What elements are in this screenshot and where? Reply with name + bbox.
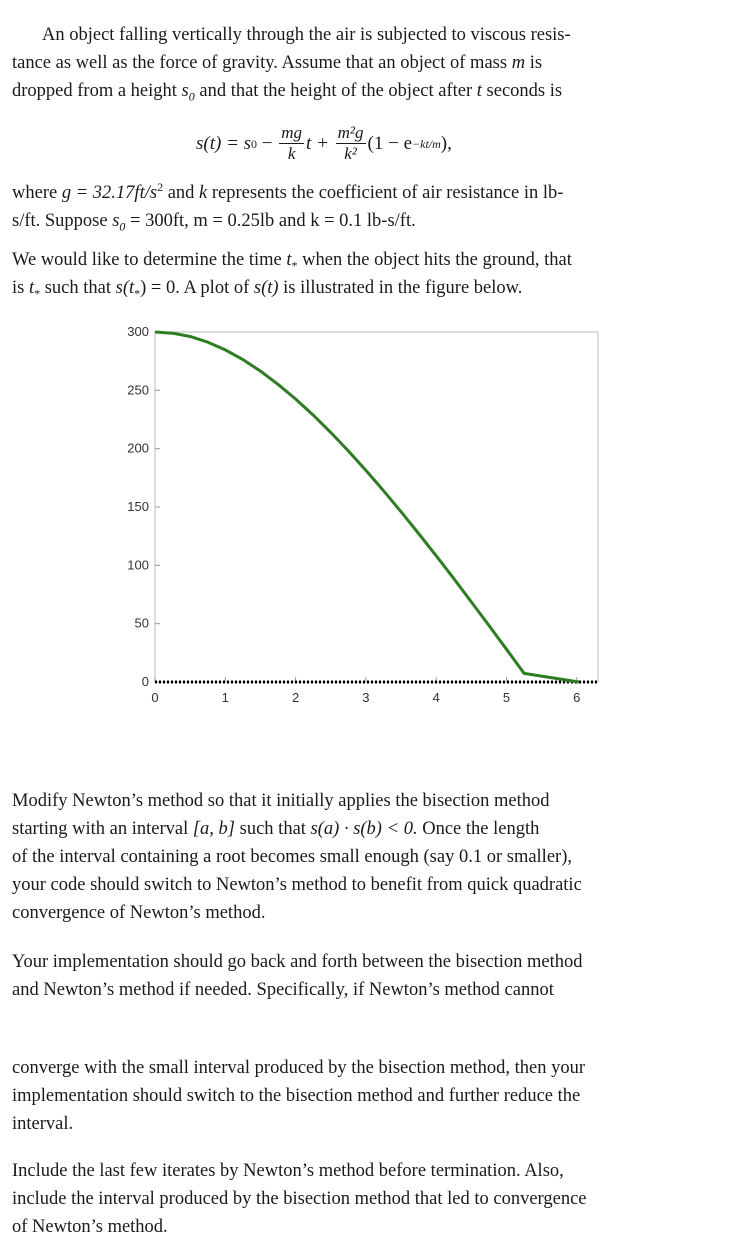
where-paragraph <box>12 179 708 235</box>
eq-frac-2 <box>336 123 366 164</box>
y-tick-label: 150 <box>127 499 149 514</box>
goal-paragraph <box>12 246 708 302</box>
text: and <box>167 183 195 203</box>
modify-line-1: Modify Newton’s method so that it initially applies the bisection method <box>12 791 550 811</box>
text: = 300ft, <box>130 211 189 231</box>
implementation-paragraph <box>12 948 708 1004</box>
height-curve <box>155 332 579 682</box>
series-group <box>155 332 598 682</box>
modify-paragraph <box>12 787 708 927</box>
equation <box>0 115 734 175</box>
x-tick-label: 4 <box>432 690 440 705</box>
math-g: g = 32.17ft/s <box>61 183 158 203</box>
include-line-1: Include the last few iterates by Newton’s method before termination. Also, <box>12 1161 564 1181</box>
x-tick-label: 0 <box>151 690 159 705</box>
eq-minus: − <box>257 132 278 154</box>
text: is <box>12 278 25 298</box>
where-line-2 <box>12 207 708 235</box>
math-t: t <box>286 250 292 270</box>
math-product: s(a) · s(b) < 0. <box>310 819 418 839</box>
include-line-3: of Newton’s method. <box>12 1217 168 1237</box>
math-s0: $s_0$ <box>112 211 126 234</box>
text: seconds is <box>486 81 563 101</box>
include-line-2: include the interval produced by the bisection method that led to convergence <box>12 1189 587 1209</box>
text: when the object hits the ground, that <box>302 250 572 270</box>
modify-line-2 <box>12 815 708 843</box>
text: k = 0.1 lb-s/ft. <box>310 211 416 231</box>
text: is illustrated in the figure below. <box>283 278 523 298</box>
math-interval: [a, b] <box>192 819 236 839</box>
text: s/ft. Suppose <box>12 211 108 231</box>
eq-tail-end: ), <box>440 132 452 154</box>
cont-line-3: interval. <box>12 1114 74 1134</box>
sup: 2 <box>157 179 164 194</box>
intro-line-3 <box>12 77 708 105</box>
intro-line-2 <box>12 49 708 77</box>
x-tick-label: 5 <box>502 690 511 705</box>
eq-frac-1 <box>279 123 304 164</box>
eq-lhs: s(t) = s <box>196 132 252 154</box>
y-tick-label: 100 <box>127 557 149 573</box>
text: represents the coefficient of air resistance in lb- <box>211 183 564 203</box>
modify-line-3: of the interval containing a root becomes small enough (say 0.1 or smaller), <box>12 847 572 867</box>
cont-line-2: implementation should switch to the bisection method and further reduce the <box>12 1086 581 1106</box>
y-tick-label: 250 <box>127 382 149 398</box>
text: such that <box>44 278 112 298</box>
intro-paragraph <box>12 21 708 105</box>
text: Once the length <box>422 819 540 839</box>
text: m = 0.25lb and <box>193 211 306 231</box>
math-s: s(t <box>115 278 135 298</box>
intro-line-1: An object falling vertically through the air is subjected to viscous resis- <box>42 25 571 45</box>
modify-line-5: convergence of Newton’s method. <box>12 903 266 923</box>
include-paragraph <box>12 1157 708 1241</box>
goal-line-2: is $t_*$ such that $s(t_*) = 0$. A plot of s(t) is illustrated in the figure below. <box>12 278 523 301</box>
eq-tail: (1 − e <box>367 132 413 154</box>
text: tance as well as the force of gravity. Assume that an object of mass <box>12 53 508 73</box>
math-m: m <box>511 53 526 73</box>
text: where <box>12 183 58 203</box>
eq-t-plus: t + <box>306 132 334 154</box>
impl-line-2: and Newton’s method if needed. Specifically, if Newton’s method cannot <box>12 980 554 1000</box>
x-tick-label: 1 <box>221 690 229 705</box>
impl-line-1: Your implementation should go back and forth between the bisection method <box>12 952 583 972</box>
frac-num: mg <box>281 123 303 142</box>
y-tick-label: 200 <box>127 440 149 456</box>
cont-line-1: converge with the small interval produced by the bisection method, then your <box>12 1058 586 1078</box>
plot-frame <box>155 332 598 682</box>
y-tick-label: 0 <box>141 674 149 689</box>
frac-num: m²g <box>337 123 364 142</box>
where-line-1 <box>12 179 708 207</box>
text: We would like to determine the time <box>12 250 282 270</box>
text: dropped from a height <box>12 81 177 101</box>
text: such that <box>239 819 306 839</box>
math-st: s(t) <box>253 278 279 298</box>
height-plot <box>108 318 608 718</box>
equation-content: s(t) = s 0 − $\frac{mg}{k}$ t + $\frac{\text{m²g}}{\text{k²}}$ (1 − e −kt/m ), <box>196 123 452 163</box>
math-t: t <box>476 81 482 101</box>
text: and that the height of the object after <box>199 81 473 101</box>
continuation-paragraph <box>12 1054 708 1138</box>
text: starting with an interval <box>12 819 189 839</box>
y-tick-label: 300 <box>127 324 149 339</box>
x-tick-label: 3 <box>362 690 370 705</box>
math-t: t <box>28 278 35 298</box>
y-tick-label: 50 <box>134 615 149 631</box>
x-tick-label: 6 <box>573 690 581 705</box>
frac-den: k <box>287 144 296 163</box>
text: ) = 0. A plot of <box>140 278 250 298</box>
modify-line-4: your code should switch to Newton’s method to benefit from quick quadratic <box>12 875 582 895</box>
frac-den: k² <box>344 144 357 163</box>
math-s0: $s_0$ <box>181 81 195 104</box>
text: is <box>529 53 543 73</box>
goal-line-1: We would like to determine the time $t_*$ when the object hits the ground, that <box>12 250 572 273</box>
math-k: k <box>199 183 208 203</box>
x-tick-label: 2 <box>291 690 300 705</box>
